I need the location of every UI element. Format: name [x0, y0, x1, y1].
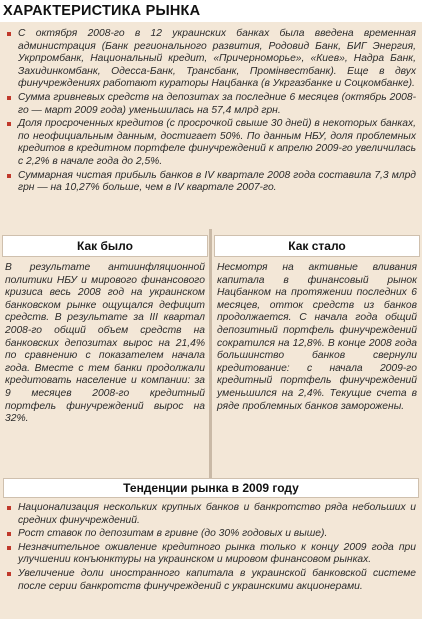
trends-list [4, 502, 416, 594]
market-facts-list [4, 28, 416, 196]
column-divider [209, 229, 212, 483]
section-title: ХАРАКТЕРИСТИКА РЫНКА [0, 0, 422, 22]
list-item: Незначительное оживление кредитного рынка только к концу 2009 года при улучшении конъюнктуры на украинском и мировом финансовом рынках. [4, 542, 416, 567]
after-text: Несмотря на активные вливания капитала в финансовый рынок Нацбанком на протяжении последних 6 месяцев, отток средств из банков продолжается. С начала года общий депозитный портфель финучреждений сократился на 12,8%. В конце 2008 года большинство банков свернули кредитование: с начала 2009-го кредитный портфель финучреждений уменьшился на 2,4%. Текущие счета в ряде проблемных банков заморожены. [217, 262, 417, 412]
list-item: С октября 2008-го в 12 украинских банках была введена временная администрация (Банк регионального развития, Родовид Банк, БИГ Энергия, Укрпромбанк, Национальный кредит, «Причерноморье», «Киев», Надра Банк, Захидинкомбанк, Одесса-Банк, Трансбанк, Промінвестбанк). Еще в двух финучреждениях работают кураторы Нацбанка (в Укргазбанке и Соцкомбанке). [4, 28, 416, 91]
list-item: Национализация нескольких крупных банков и банкротство ряда небольших и средних финучреждений. [4, 502, 416, 527]
after-heading: Как стало [214, 235, 420, 257]
trends-heading: Тенденции рынка в 2009 году [3, 478, 419, 498]
list-item: Доля просроченных кредитов (с просрочкой свыше 30 дней) в некоторых банках, по неофициальным данным, достигает 50%. По данным НБУ, доля проблемных кредитов в кредитном портфеле финучреждений к апрелю 2009-го увеличилась с 2,2% в начале года до 2,5%. [4, 118, 416, 168]
list-item: Суммарная чистая прибыль банков в IV квартале 2008 года составила 7,3 млрд грн — на 10,27% больше, чем в IV квартале 2007-го. [4, 170, 416, 195]
list-item: Увеличение доли иностранного капитала в украинской банковской системе после серии банкротств финучреждений с украинскими акционерами. [4, 568, 416, 593]
before-heading: Как было [2, 235, 208, 257]
before-text: В результате антиинфляционной политики НБУ и мирового финансового кризиса весь 2008 год на украинском банковском рынке ощущался дефицит средств. В результате за III квартал 2008-го общий объем средств на банковских депозитах вырос на 21,4% по сравнению с показателем начала года. Вместе с тем банки продолжали кредитовать население и компании: за 9 месяцев 2008-го кредитный портфель финучреждений вырос на 32%. [5, 262, 205, 425]
list-item: Рост ставок по депозитам в гривне (до 30% годовых и выше). [4, 528, 416, 541]
list-item: Сумма гривневых средств на депозитах за последние 6 месяцев (октябрь 2008-го — март 2009 года) уменьшилась на 57,4 млрд грн. [4, 92, 416, 117]
